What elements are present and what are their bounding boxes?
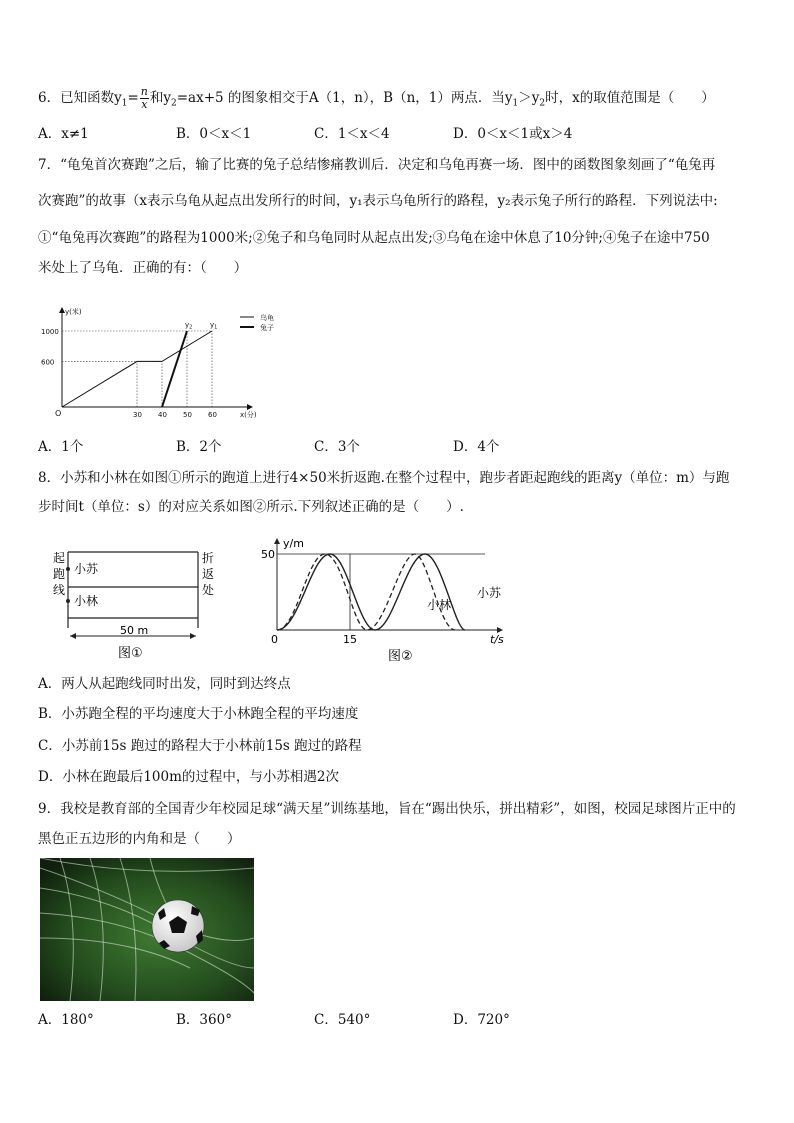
series-label-y2: $y_2$ xyxy=(185,321,193,331)
q9-option-b: B．360° xyxy=(176,1012,232,1028)
distance-label: 50 m xyxy=(120,624,149,637)
curve-xiaosu xyxy=(277,554,465,630)
x-axis-label: x(分) xyxy=(240,411,257,419)
fig2-label-lin: 小林 xyxy=(427,598,452,612)
origin-label: O xyxy=(55,409,62,418)
q7-stem-line3: ①“龟兔再次赛跑”的路程为1000米;②兔子和乌龟同时从起点出发;③乌龟在途中休息了10分钟;④兔子在途中750 xyxy=(38,230,710,246)
start-label-char3: 线 xyxy=(53,583,66,597)
start-label-char2: 跑 xyxy=(53,567,66,581)
legend-label-y2: 兔子 xyxy=(260,324,274,332)
runner1-label: 小苏 xyxy=(74,562,99,576)
q7-stem-line2: 次赛跑”的故事（x表示乌龟从起点出发所行的时间，y₁表示乌龟所行的路程，y₂表示兔子所行的路程．下列说法中: xyxy=(38,193,718,209)
q7-stem-line1: 7．“龟兔首次赛跑”之后，输了比赛的兔子总结惨痛教训后．决定和乌龟再赛一场．图中的函数图象刻画了“龟兔再 xyxy=(38,157,716,173)
fig2-xlabel: t/s xyxy=(490,633,504,646)
q6-option-a: A．x≠1 xyxy=(38,126,89,142)
start-label-char1: 起 xyxy=(53,551,66,565)
series-line-y1 xyxy=(62,331,212,407)
fig2-ylabel: y/m xyxy=(283,537,304,550)
x-tick-label-40: 40 xyxy=(158,411,167,419)
q8-figure2-graph xyxy=(255,535,515,665)
q7-option-b: B．2个 xyxy=(176,439,222,455)
q7-option-c: C．3个 xyxy=(314,439,360,455)
q6-option-c: C．1＜x＜4 xyxy=(314,126,390,142)
q7-line-chart xyxy=(40,305,290,420)
q7-option-a: A．1个 xyxy=(38,439,84,455)
figure1-caption: 图① xyxy=(118,646,143,661)
q7-option-d: D．4个 xyxy=(453,439,500,455)
q9-stem-line2: 黑色正五边形的内角和是（ ） xyxy=(38,831,241,847)
x-axis-arrow xyxy=(247,404,253,410)
turn-label-char1: 折 xyxy=(202,551,215,565)
turn-label-char2: 返 xyxy=(202,567,215,581)
series-line-y2 xyxy=(162,331,187,407)
runner2-label: 小林 xyxy=(74,594,99,608)
q8-stem-line1: 8．小苏和小林在如图①所示的跑道上进行4×50米折返跑.在整个过程中，跑步者距起跑线的距离y（单位：m）与跑 xyxy=(38,470,730,486)
q7-stem-line4: 米处上了乌龟．正确的有：（ ） xyxy=(38,260,248,276)
figure2-caption: 图② xyxy=(388,649,413,664)
x-tick-label-50: 50 xyxy=(183,411,192,419)
q8-option-a: A．两人从起跑线同时出发，同时到达终点 xyxy=(38,676,291,692)
q9-option-c: C．540° xyxy=(314,1012,371,1028)
q8-option-b: B．小苏跑全程的平均速度大于小林跑全程的平均速度 xyxy=(38,706,359,722)
q8-option-d: D．小林在跑最后100m的过程中，与小苏相遇2次 xyxy=(38,769,339,785)
series-label-y1: $y_1$ xyxy=(210,321,218,331)
q8-stem-line2: 步时间t（单位：s）的对应关系如图②所示.下列叙述正确的是（ ）. xyxy=(38,499,464,515)
runner2-dot xyxy=(66,599,70,603)
q6-option-d: D．0＜x＜1或x＞4 xyxy=(453,126,573,142)
runner1-dot xyxy=(66,567,70,571)
q8-figure1-track xyxy=(40,530,225,665)
y-tick-label-600: 600 xyxy=(41,358,55,367)
y-axis-label: y(米) xyxy=(65,308,82,316)
q9-option-d: D．720° xyxy=(453,1012,510,1028)
soccer-ball-in-net-photo xyxy=(40,858,254,1001)
x-tick-label-30: 30 xyxy=(133,411,142,419)
q8-option-c: C．小苏前15s 跑过的路程大于小林前15s 跑过的路程 xyxy=(38,738,362,754)
fig2-origin: 0 xyxy=(271,633,278,646)
fig2-x-tick: 15 xyxy=(343,633,357,646)
q6-stem: 6．已知函数$y_1=$ $\frac{n}{x}$ 和$y_2=ax+5$ 的图象相交于A（1，n），B（n，1）两点．当$y_1>y_2$时，x的取值范围是（ ） xyxy=(38,85,715,111)
y-tick-label-1000: 1000 xyxy=(41,328,59,336)
q9-option-a: A．180° xyxy=(38,1012,94,1028)
fig2-y-tick: 50 xyxy=(261,548,275,561)
x-tick-label-60: 60 xyxy=(208,411,217,419)
curve-xiaolin xyxy=(277,554,455,630)
fraction-n-over-x: $\frac{n}{x}$ xyxy=(140,85,148,111)
q9-stem-line1: 9．我校是教育部的全国青少年校园足球“满天星”训练基地，旨在“踢出快乐，拼出精彩”，如图，校园足球图片正中的 xyxy=(38,801,736,817)
legend-label-y1: 乌龟 xyxy=(260,314,274,322)
q6-option-b: B．0＜x＜1 xyxy=(176,126,252,142)
fig2-label-su: 小苏 xyxy=(477,586,502,600)
turn-label-char3: 处 xyxy=(202,583,215,597)
